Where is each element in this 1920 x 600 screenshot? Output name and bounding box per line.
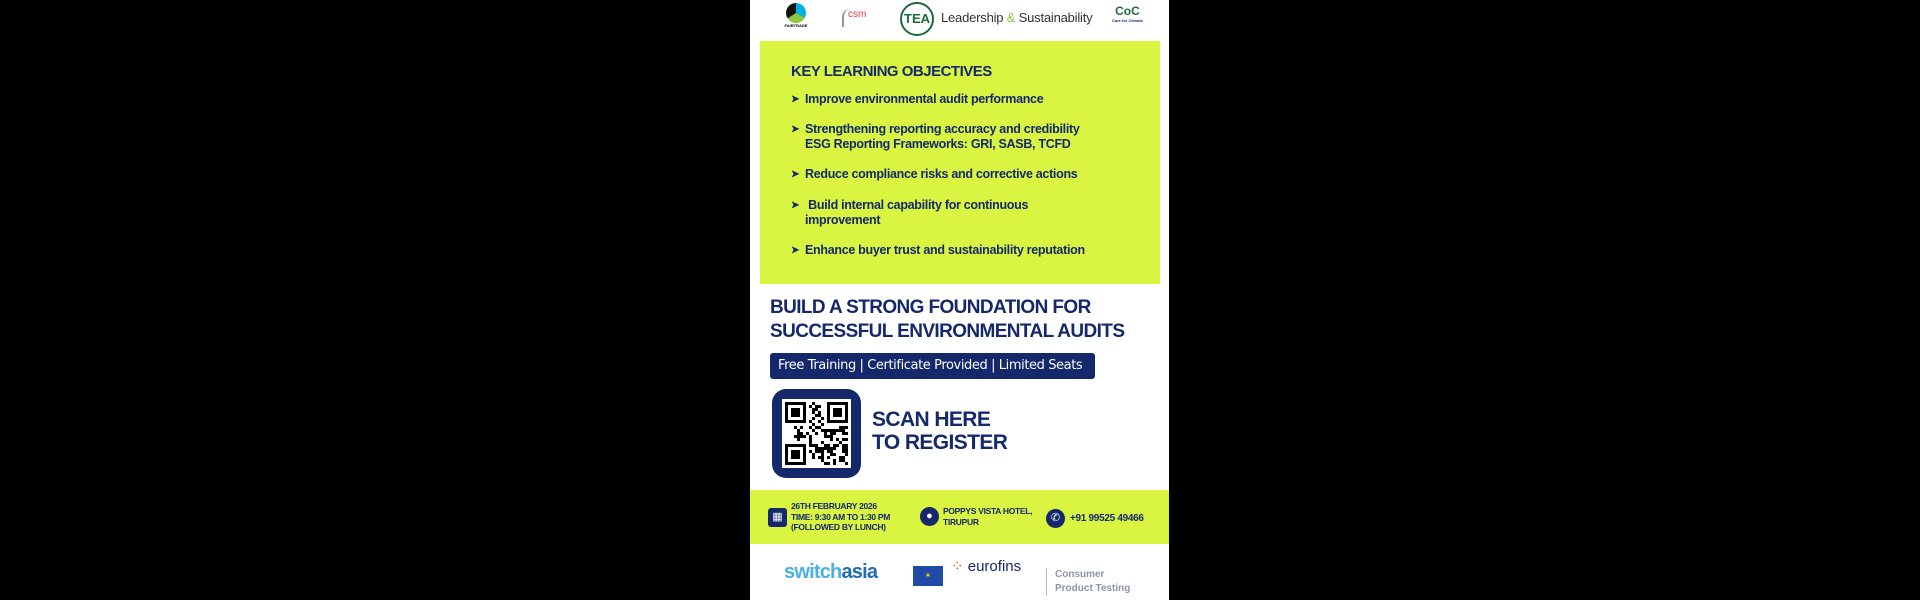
fairtrade-logo	[783, 3, 809, 37]
calendar-clock-icon: ▦	[768, 508, 787, 527]
location-pin-icon: ●	[920, 507, 939, 526]
cpt-line: Consumer	[1055, 569, 1105, 580]
scan-line: TO REGISTER	[872, 431, 1008, 454]
switch-asia-logo	[784, 561, 877, 584]
objective-item	[791, 167, 1077, 182]
arrow-icon: ➤	[791, 245, 800, 256]
care-for-climate-logo	[1112, 4, 1143, 23]
switch-text: switch	[784, 561, 842, 583]
arrow-icon: ➤	[791, 169, 800, 180]
asia-text: asia	[841, 561, 878, 583]
eurofins-dots-icon: ⁘	[951, 558, 964, 575]
eu-flag-icon: ✶	[913, 566, 943, 586]
objective-text: improvement	[805, 213, 881, 227]
phone-number[interactable]: +91 99525 49466	[1070, 513, 1144, 524]
event-time: TIME: 9:30 AM TO 1:30 PM	[791, 511, 891, 522]
date-time-info	[791, 501, 890, 533]
coc-text: CoC	[1115, 4, 1140, 18]
objective-item	[791, 243, 1085, 258]
event-date: 26TH FEBRUARY 2026	[791, 501, 877, 511]
phone-icon: ✆	[1046, 509, 1065, 528]
objective-text: Build internal capability for continuous	[805, 198, 1029, 212]
arrow-icon: ➤	[791, 124, 800, 135]
ls-word2: Sustainability	[1018, 10, 1093, 25]
scan-line: SCAN HERE	[872, 408, 991, 431]
eurofins-logo	[951, 557, 1021, 575]
partner-logos	[750, 0, 1169, 40]
objective-item	[791, 122, 1080, 152]
leadership-sustainability-logo	[941, 10, 1092, 25]
scan-to-register	[872, 408, 1007, 454]
qr-pattern	[785, 402, 848, 465]
eurofins-text: eurofins	[967, 558, 1022, 575]
objective-text: Improve environmental audit performance	[805, 92, 1044, 106]
objective-text: Strengthening reporting accuracy and credibility	[805, 122, 1080, 136]
venue-line: TIRUPUR	[943, 516, 979, 527]
objective-text: ESG Reporting Frameworks: GRI, SASB, TCFD	[805, 137, 1071, 151]
headline-line: BUILD A STRONG FOUNDATION FOR	[770, 297, 1091, 318]
coc-sub: Care for Climate	[1112, 18, 1143, 23]
tea-logo: TEA	[900, 2, 934, 36]
arrow-icon: ➤	[791, 200, 800, 211]
event-poster	[750, 0, 1169, 600]
objective-text: Reduce compliance risks and corrective actions	[805, 167, 1078, 181]
sponsor-footer	[750, 548, 1169, 600]
objectives-title: KEY LEARNING OBJECTIVES	[791, 63, 992, 80]
venue-line: POPPYS VISTA HOTEL,	[943, 506, 1033, 516]
venue-info	[943, 506, 1032, 527]
headline-line: SUCCESSFUL ENVIRONMENTAL AUDITS	[770, 321, 1125, 342]
arrow-icon: ➤	[791, 94, 800, 105]
consumer-product-testing	[1046, 568, 1130, 596]
csm-logo: csm	[842, 9, 866, 27]
ls-word1: Leadership	[941, 10, 1004, 25]
cpt-line: Product Testing	[1055, 583, 1131, 594]
objective-item	[791, 92, 1043, 107]
benefits-banner: Free Training | Certificate Provided | Limited Seats	[770, 353, 1095, 379]
event-note: (FOLLOWED BY LUNCH)	[791, 522, 886, 532]
qr-code[interactable]	[772, 389, 861, 478]
objectives-panel	[760, 41, 1160, 284]
objective-item	[791, 198, 1028, 228]
objective-text: Enhance buyer trust and sustainability reputation	[805, 243, 1085, 257]
headline	[770, 296, 1124, 344]
fairtrade-text: FAIRTRADE	[784, 23, 808, 28]
event-details-band	[750, 490, 1169, 544]
ls-amp: &	[1006, 10, 1016, 25]
